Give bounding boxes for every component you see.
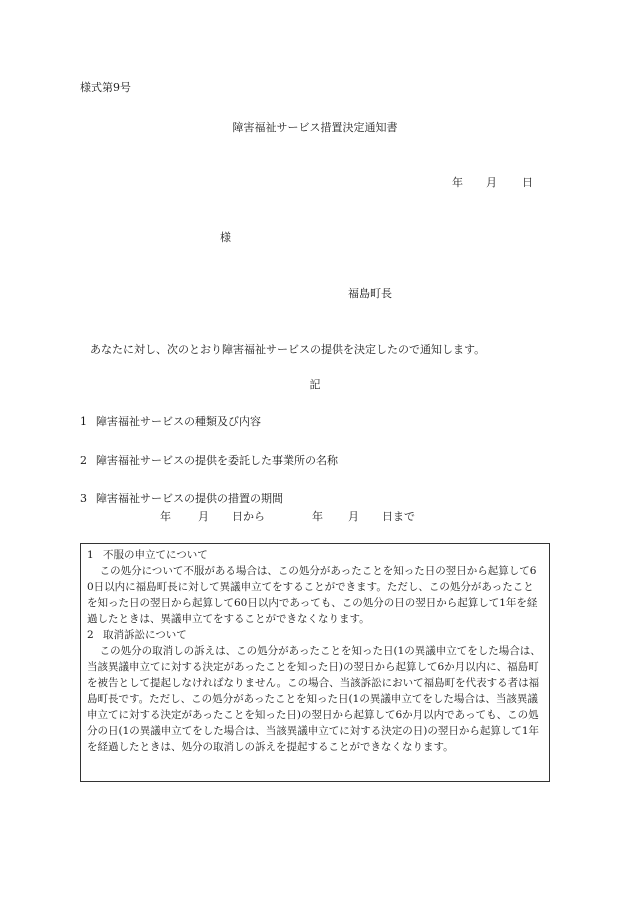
period-end-year: 年 — [312, 510, 323, 523]
addressee-suffix: 様 — [220, 231, 231, 244]
list-item — [80, 454, 338, 468]
date-year-label: 年 — [452, 176, 463, 189]
period-start-day: 日から — [232, 510, 265, 523]
note-heading-text: 不服の申立てについて — [103, 549, 208, 561]
note-number: 2 — [87, 629, 94, 641]
list-item — [80, 415, 261, 429]
item-text: 障害福祉サービスの提供の措置の期間 — [96, 492, 283, 505]
period-start-year: 年 — [160, 510, 171, 523]
form-number: 様式第9号 — [80, 81, 131, 94]
ki-marker: 記 — [309, 378, 321, 391]
note-heading — [87, 547, 543, 563]
period-end-day: 日まで — [382, 510, 415, 523]
intro-text: あなたに対し、次のとおり障害福祉サービスの提供を決定したので通知します。 — [90, 343, 486, 356]
period-start-month: 月 — [198, 510, 209, 523]
date-month-label: 月 — [486, 176, 497, 189]
note-body: この処分の取消しの訴えは、この処分があったことを知った日(1の異議申立てをした場合は、当該異議申立てに対する決定があったことを知った日)の翌日から起算して6か月以内に、福島町を被告として提起しなければなりません。この場合、当該訴訟において福島町を代表する者は福島町長です。ただし、この処分があったことを知った日(1の異議申立てをした場合は、当該異議申立てに対する決定があったことを知った日)の翌日から起算して6か月以内であっても、この処分の日(1の異議申立てをした場合は、当該異議申立てに対する決定の日)の翌日から起算して1年を経過したときは、処分の取消しの訴えを提起することができなくなります。 — [87, 645, 541, 753]
item-number: 3 — [80, 492, 87, 505]
note-heading-text: 取消訴訟について — [103, 629, 187, 641]
item-text: 障害福祉サービスの提供を委託した事業所の名称 — [96, 454, 338, 467]
date-day-label: 日 — [522, 176, 533, 189]
notes-box — [80, 543, 550, 782]
note-number: 1 — [87, 549, 94, 561]
list-item — [80, 492, 283, 506]
issuer-name: 福島町長 — [348, 287, 392, 300]
document-title: 障害福祉サービス措置決定通知書 — [232, 121, 398, 134]
period-end-month: 月 — [348, 510, 359, 523]
item-number: 2 — [80, 454, 87, 467]
note-heading — [87, 627, 543, 643]
item-number: 1 — [80, 415, 87, 428]
item-text: 障害福祉サービスの種類及び内容 — [96, 415, 261, 428]
note-body: この処分について不服がある場合は、この処分があったことを知った日の翌日から起算して60日以内に福島町長に対して異議申立てをすることができます。ただし、この処分があったことを知った日の翌日から起算して60日以内であっても、この処分の日の翌日から起算して1年を経過したときは、異議申立てをすることができなくなります。 — [87, 565, 538, 625]
